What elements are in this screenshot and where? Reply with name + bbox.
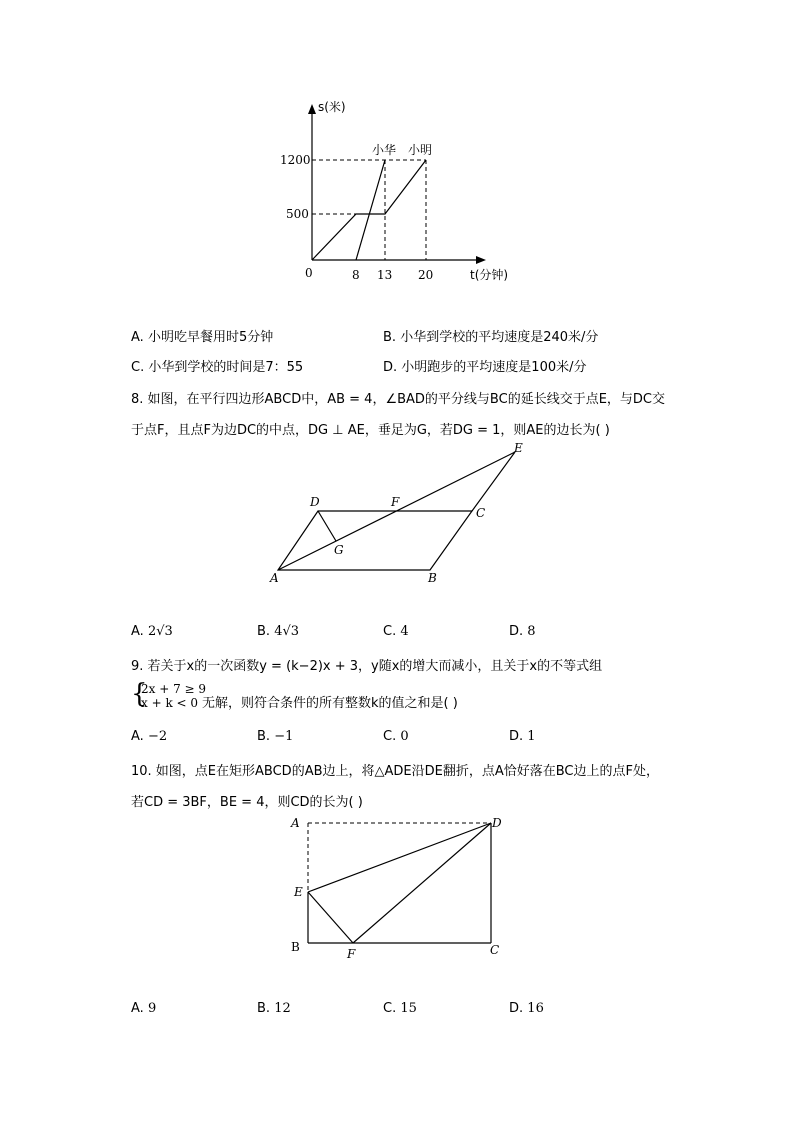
q10-option-c[interactable]: [383, 1001, 417, 1016]
option-letter: B.: [257, 1001, 271, 1016]
option-letter: A.: [131, 330, 144, 345]
option-text: −2: [147, 729, 168, 744]
label-g: G: [334, 543, 344, 557]
label-a: A: [270, 571, 279, 585]
q9-system-top: 2x + 7 ≥ 9: [141, 682, 207, 696]
option-text: 8: [527, 624, 536, 639]
x-tick-8: 8: [352, 268, 360, 282]
q9-stem-line1: 9. 若关于x的一次函数y = (k−2)x + 3，y随x的增大而减小，且关于x的不等式组: [131, 659, 603, 674]
x-tick-13: 13: [377, 268, 393, 282]
option-text: 9: [147, 1001, 157, 1016]
q8-option-a[interactable]: [131, 624, 173, 639]
q8-option-c[interactable]: [383, 624, 409, 639]
label-c: C: [476, 506, 486, 520]
q10-rectangle-figure: [285, 812, 515, 962]
option-text: 16: [527, 1001, 544, 1016]
q9-option-a[interactable]: [131, 729, 167, 744]
option-letter: C.: [383, 729, 397, 744]
option-letter: B.: [383, 330, 397, 345]
curve-label-xiaoming: 小明: [408, 143, 433, 157]
option-letter: C.: [383, 1001, 397, 1016]
q9-system-bottom: x + k < 0: [141, 696, 199, 710]
option-letter: D.: [509, 729, 524, 744]
q10-option-b[interactable]: [257, 1001, 291, 1016]
q9-option-d[interactable]: [509, 729, 536, 744]
label-c: C: [490, 943, 500, 957]
q8-option-d[interactable]: [509, 624, 536, 639]
q9-option-c[interactable]: [383, 729, 409, 744]
option-text: 小明吃早餐用时5分钟: [147, 330, 274, 345]
option-letter: D.: [383, 360, 398, 375]
q10-option-d[interactable]: [509, 1001, 544, 1016]
q7-option-b[interactable]: [383, 326, 598, 345]
q10-option-a[interactable]: [131, 1001, 156, 1016]
label-f: F: [391, 495, 400, 509]
option-text: 4: [400, 624, 409, 639]
option-text: −1: [274, 729, 294, 744]
y-axis-label: s(米): [318, 100, 346, 114]
q8-option-b[interactable]: [257, 624, 299, 639]
curve-label-xiaohua: 小华: [372, 143, 397, 157]
q7-distance-time-graph: [280, 95, 530, 290]
origin-label: 0: [305, 266, 313, 280]
q10-stem-line2: 若CD = 3BF，BE = 4，则CD的长为( ): [131, 795, 363, 810]
q8-stem-line1: 8. 如图，在平行四边形ABCD中，AB = 4，∠BAD的平分线与BC的延长线交于点E，与DC交: [131, 392, 665, 407]
q8-stem-line2: 于点F，且点F为边DC的中点，DG ⊥ AE，垂足为G，若DG = 1，则AE的边长为( ): [131, 423, 610, 438]
q7-option-d[interactable]: [383, 356, 587, 375]
option-text: 0: [400, 729, 409, 744]
q7-option-c[interactable]: [131, 356, 303, 375]
label-d: D: [310, 495, 320, 509]
q9-stem-line2: 无解，则符合条件的所有整数k的值之和是( ): [202, 696, 458, 711]
option-letter: D.: [509, 1001, 524, 1016]
y-tick-1200: 1200: [280, 153, 311, 167]
option-text: 15: [400, 1001, 417, 1016]
option-letter: A.: [131, 624, 144, 639]
option-letter: B.: [257, 624, 271, 639]
label-e: E: [514, 441, 523, 455]
option-letter: A.: [131, 1001, 144, 1016]
y-tick-500: 500: [286, 207, 309, 221]
option-text: 4√3: [274, 624, 300, 639]
q9-system-brace: {: [131, 679, 148, 709]
option-text: 小明跑步的平均速度是100米/分: [401, 360, 587, 375]
option-letter: A.: [131, 729, 144, 744]
label-f: F: [347, 947, 356, 961]
q8-parallelogram-figure: [270, 440, 535, 590]
option-letter: C.: [131, 360, 145, 375]
option-text: 小华到学校的时间是7：55: [148, 360, 304, 375]
label-a: A: [291, 816, 300, 830]
q10-stem-line1: 10. 如图，点E在矩形ABCD的AB边上，将△ADE沿DE翻折，点A恰好落在BC边上的点F处，: [131, 764, 659, 779]
label-d: D: [492, 816, 502, 830]
label-e: E: [294, 885, 303, 899]
x-tick-20: 20: [418, 268, 434, 282]
q7-option-a[interactable]: [131, 326, 273, 345]
option-letter: B.: [257, 729, 271, 744]
option-text: 2√3: [147, 624, 173, 639]
option-text: 12: [274, 1001, 291, 1016]
option-text: 1: [527, 729, 536, 744]
option-letter: D.: [509, 624, 524, 639]
x-axis-label: t(分钟): [470, 268, 509, 282]
option-text: 小华到学校的平均速度是240米/分: [400, 330, 599, 345]
q9-option-b[interactable]: [257, 729, 293, 744]
option-letter: C.: [383, 624, 397, 639]
label-b: B: [291, 940, 300, 954]
label-b: B: [428, 571, 437, 585]
